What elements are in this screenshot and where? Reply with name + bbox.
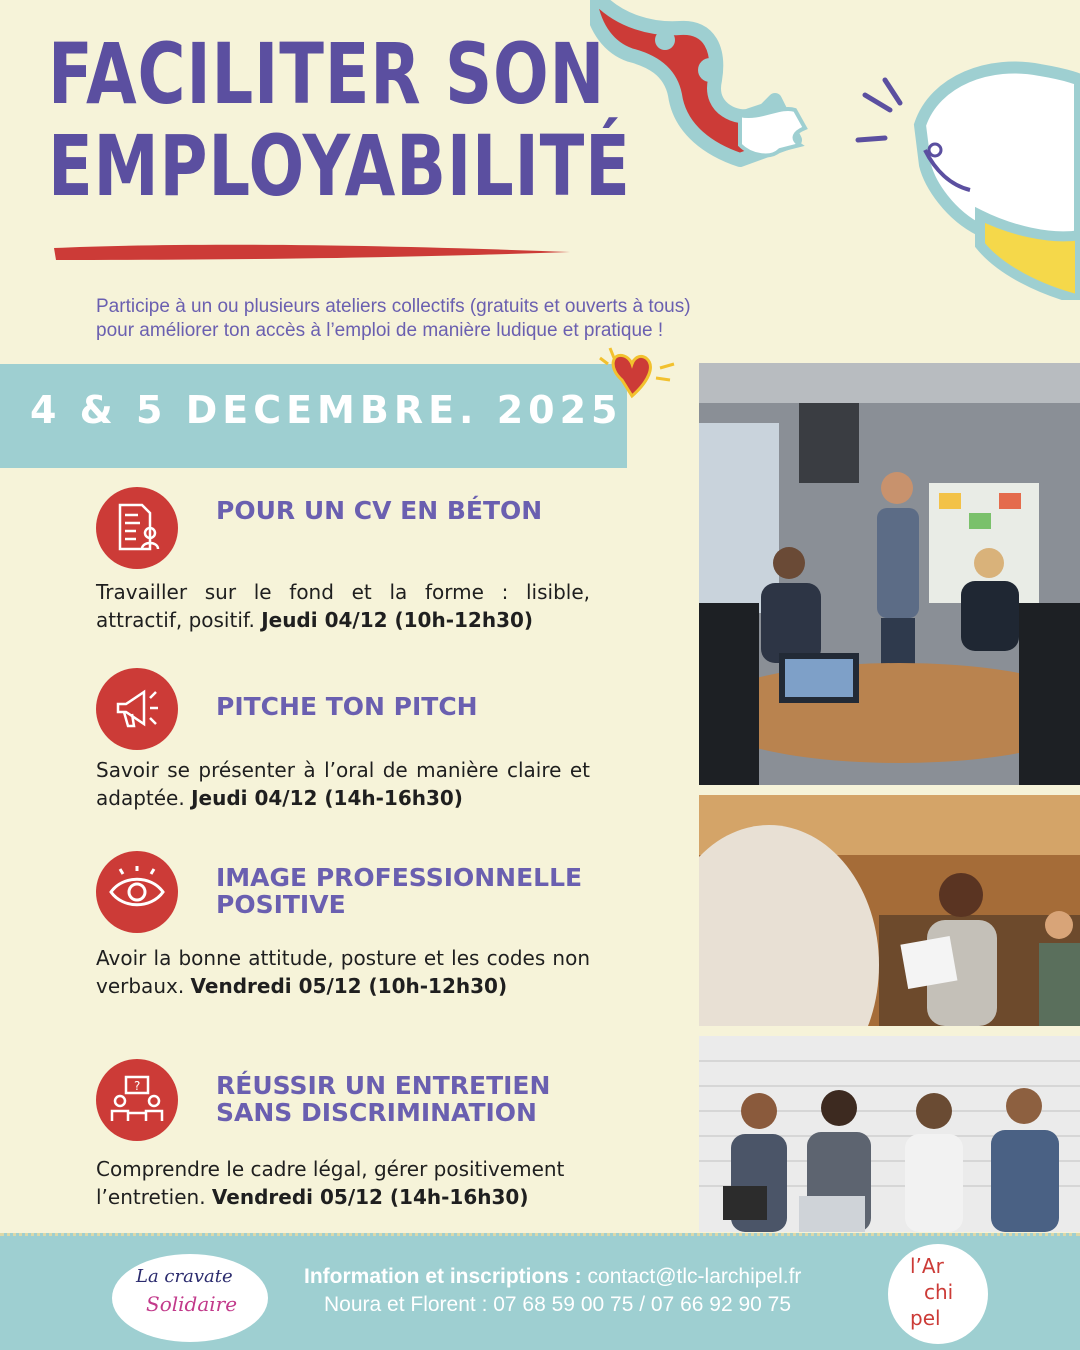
workshop-desc-text: Savoir se présenter à l’oral de manière claire et adaptée. — [96, 758, 590, 810]
workshop-desc-interview — [96, 1155, 616, 1211]
title-line-2: EMPLOYABILITÉ — [48, 117, 631, 215]
intro-line-1: Participe à un ou plusieurs ateliers collectifs (gratuits et ouverts à tous) — [96, 296, 691, 317]
workshop-schedule: Vendredi 05/12 (14h-16h30) — [211, 1185, 529, 1209]
heart-icon — [594, 338, 680, 414]
illustration-hand-icon — [590, 0, 1080, 300]
workshop-schedule: Jeudi 04/12 (14h-16h30) — [191, 786, 463, 810]
workshop-schedule: Vendredi 05/12 (10h-12h30) — [190, 974, 508, 998]
cv-document-icon — [96, 487, 178, 569]
interview-icon — [96, 1059, 178, 1141]
info-label: Information et inscriptions : — [304, 1265, 582, 1288]
svg-text:?: ? — [134, 1079, 141, 1093]
workshop-desc-image — [96, 944, 590, 1000]
workshop-title-pitch: PITCHE TON PITCH — [216, 692, 478, 721]
logo-left-line1: La cravate — [136, 1266, 233, 1287]
eye-icon — [96, 851, 178, 933]
intro-line-2: pour améliorer ton accès à l’emploi de manière ludique et pratique ! — [96, 320, 664, 341]
workshop-schedule: Jeudi 04/12 (10h-12h30) — [261, 608, 534, 632]
intro-text — [96, 295, 916, 343]
workshop-title-image: IMAGE PROFESSIONNELLE POSITIVE — [216, 863, 583, 919]
workshop-desc-pitch — [96, 756, 590, 812]
archipel-logo — [888, 1244, 988, 1344]
cravate-solidaire-logo — [112, 1254, 268, 1342]
brush-underline — [52, 240, 572, 262]
event-date: 4 & 5 DECEMBRE. 2025 — [30, 388, 623, 432]
workshop-title-cv: POUR UN CV EN BÉTON — [216, 496, 543, 525]
workshop-desc-cv — [96, 578, 590, 634]
megaphone-icon — [96, 668, 178, 750]
workshop-desc-text: Travailler sur le fond et la forme : lisible, attractif, positif. — [96, 580, 590, 632]
logo-right-line1: l’Ar — [910, 1254, 944, 1278]
info-line — [304, 1265, 801, 1289]
workshop-desc-text: Comprendre le cadre légal, gérer positivement l’entretien. — [96, 1157, 565, 1209]
contact-email-link[interactable]: contact@tlc-larchipel.fr — [587, 1265, 802, 1288]
title-line-1: FACILITER SON — [48, 25, 606, 123]
workshop-title-interview: RÉUSSIR UN ENTRETIEN SANS DISCRIMINATION — [216, 1071, 551, 1127]
logo-left-line2: Solidaire — [146, 1292, 238, 1316]
logo-right-line3: pel — [910, 1306, 941, 1330]
page-title — [48, 25, 631, 215]
photo-meeting — [699, 363, 1080, 785]
logo-right-line2: chi — [924, 1280, 954, 1304]
contacts-line: Noura et Florent : 07 68 59 00 75 / 07 66 92 90 75 — [324, 1293, 792, 1316]
photo-waiting — [699, 1036, 1080, 1232]
photo-presenter — [699, 795, 1080, 1026]
workshop-desc-text: Avoir la bonne attitude, posture et les codes non verbaux. — [96, 946, 590, 998]
